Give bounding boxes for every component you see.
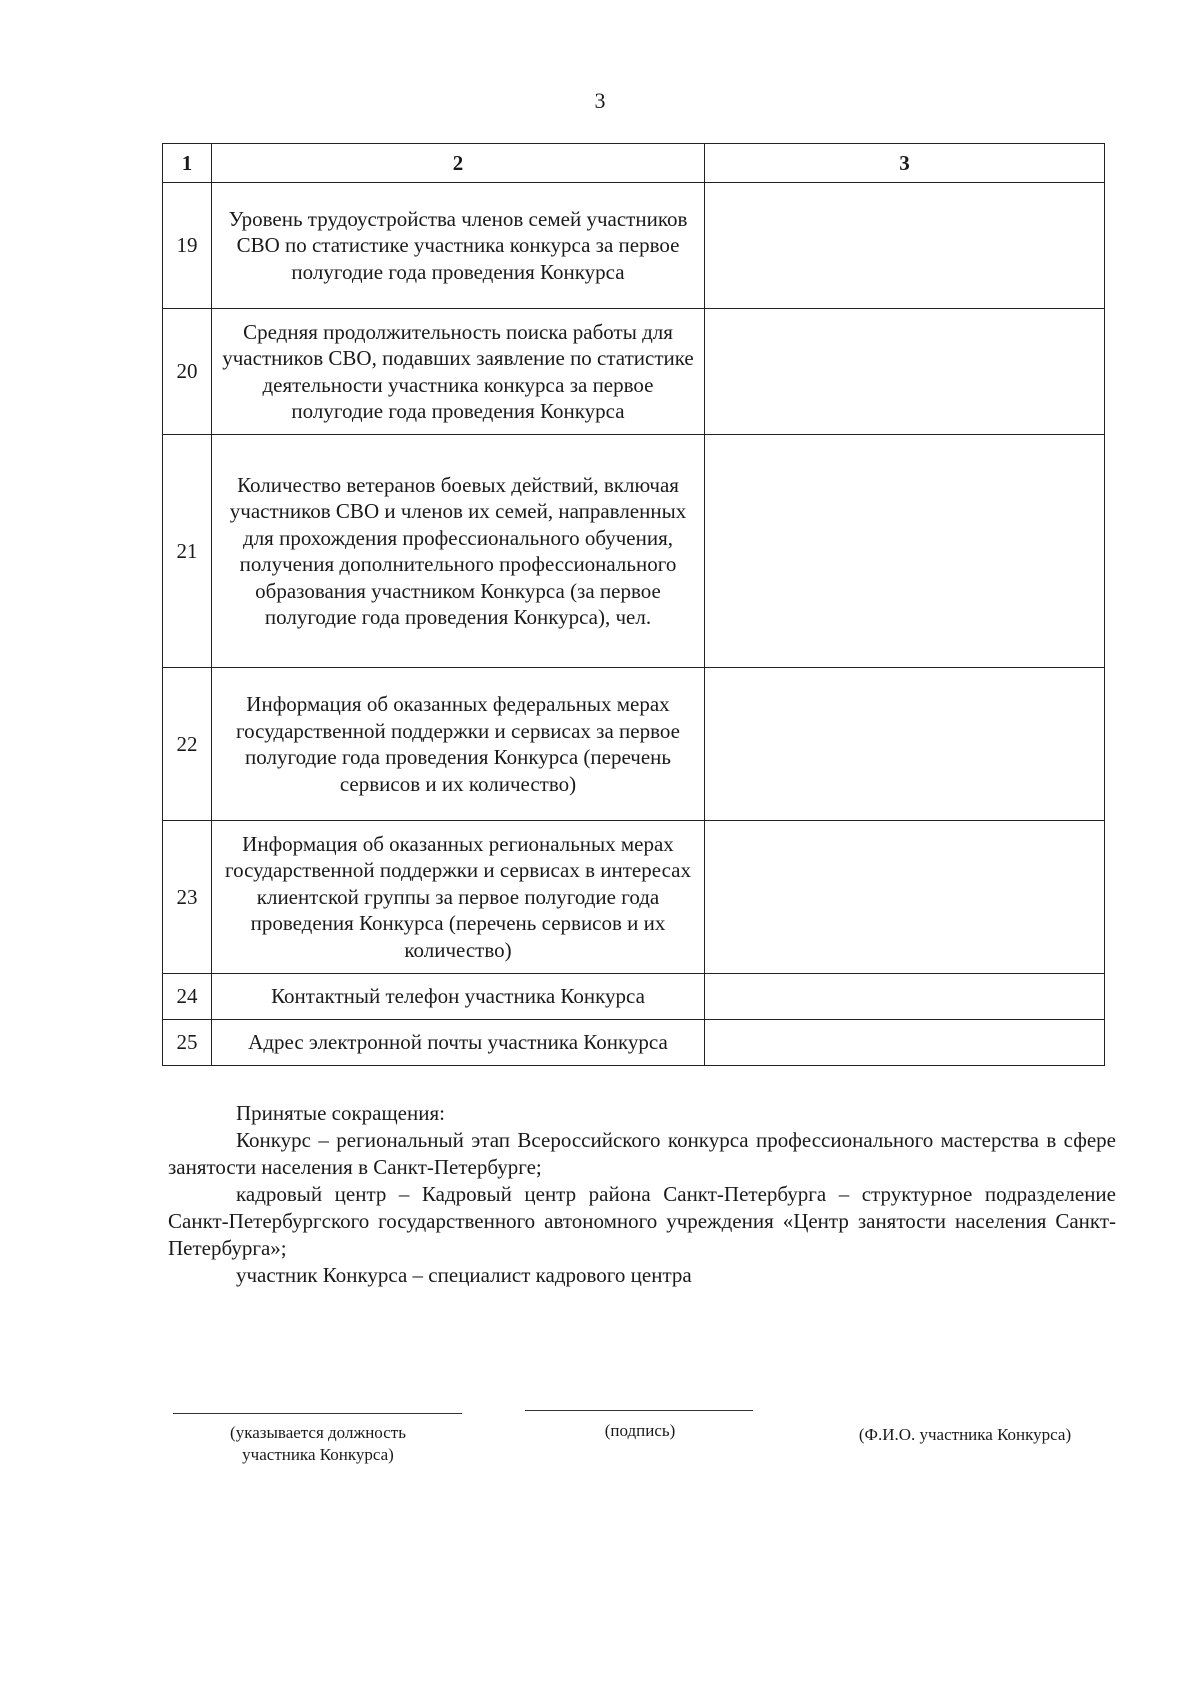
abbreviations-heading: Принятые сокращения:	[236, 1101, 445, 1125]
criteria-table	[162, 143, 1105, 1066]
row-number: 24	[163, 974, 212, 1020]
row-criterion: Адрес электронной почты участника Конкурса	[212, 1020, 705, 1066]
row-value-cell[interactable]	[705, 1020, 1105, 1066]
abbreviation-item: Конкурс – региональный этап Всероссийского конкурса профессионального мастерства в сфере занятости населения в Санкт-Петербурге;	[168, 1128, 1116, 1179]
table-row	[163, 309, 1105, 435]
position-signature-line[interactable]	[173, 1413, 462, 1414]
row-number: 21	[163, 435, 212, 668]
row-number: 23	[163, 821, 212, 974]
row-value-cell[interactable]	[705, 309, 1105, 435]
row-criterion: Информация об оказанных федеральных мерах государственной поддержки и сервисах за первое полугодие года проведения Конкурса (перечень сервисов и их количество)	[212, 668, 705, 821]
row-criterion: Информация об оказанных региональных мерах государственной поддержки и сервисах в интересах клиентской группы за первое полугодие года проведения Конкурса (перечень сервисов и их количество)	[212, 821, 705, 974]
abbreviation-item: кадровый центр – Кадровый центр района Санкт-Петербурга – структурное подразделение Санкт-Петербургского государственного автономного учреждения «Центр занятости населения Санкт-Петербурга»;	[168, 1182, 1116, 1260]
table-header-row	[163, 144, 1105, 183]
table-row	[163, 668, 1105, 821]
row-criterion: Средняя продолжительность поиска работы для участников СВО, подавших заявление по статистике деятельности участника конкурса за первое полугодие года проведения Конкурса	[212, 309, 705, 435]
page-number: 3	[594, 88, 606, 113]
table-row	[163, 974, 1105, 1020]
header-col-1: 1	[163, 144, 212, 183]
row-number: 19	[163, 183, 212, 309]
row-value-cell[interactable]	[705, 435, 1105, 668]
signature-line[interactable]	[525, 1410, 753, 1411]
header-col-3: 3	[705, 144, 1105, 183]
table-row	[163, 821, 1105, 974]
abbreviation-item: участник Конкурса – специалист кадрового центра	[236, 1263, 692, 1287]
row-criterion: Уровень трудоустройства членов семей участников СВО по статистике участника конкурса за первое полугодие года проведения Конкурса	[212, 183, 705, 309]
row-number: 22	[163, 668, 212, 821]
table-row	[163, 1020, 1105, 1066]
row-number: 25	[163, 1020, 212, 1066]
abbreviations-section	[168, 1100, 1116, 1289]
name-caption: (Ф.И.О. участника Конкурса)	[858, 1425, 1072, 1444]
row-criterion: Контактный телефон участника Конкурса	[212, 974, 705, 1020]
row-number: 20	[163, 309, 212, 435]
header-col-2: 2	[212, 144, 705, 183]
position-caption: (указывается должность участника Конкурса)	[230, 1423, 406, 1464]
signature-caption: (подпись)	[604, 1421, 676, 1440]
table-row	[163, 183, 1105, 309]
row-value-cell[interactable]	[705, 183, 1105, 309]
row-value-cell[interactable]	[705, 821, 1105, 974]
row-value-cell[interactable]	[705, 974, 1105, 1020]
table-row	[163, 435, 1105, 668]
row-value-cell[interactable]	[705, 668, 1105, 821]
row-criterion: Количество ветеранов боевых действий, включая участников СВО и членов их семей, направленных для прохождения профессионального обучения, получения дополнительного профессионального образования участником Конкурса (за первое полугодие года проведения Конкурса), чел.	[212, 435, 705, 668]
